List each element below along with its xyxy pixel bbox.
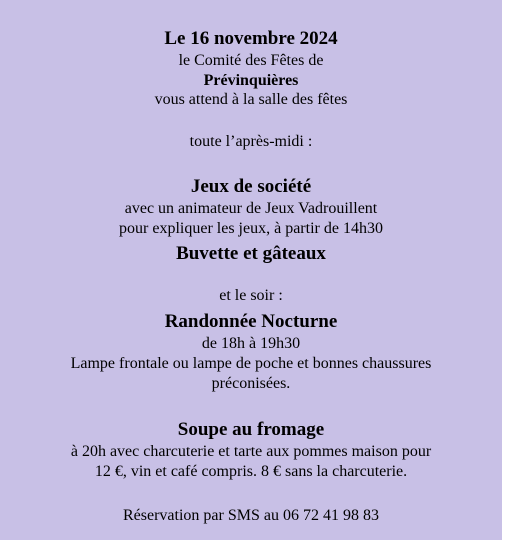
afternoon-intro: toute l’après-midi : — [189, 133, 313, 150]
date-heading: Le 16 novembre 2024 — [164, 28, 338, 49]
evening-intro: et le soir : — [219, 287, 283, 304]
hike-title: Randonnée Nocturne — [164, 311, 338, 332]
village-name: Prévinquières — [203, 72, 299, 89]
soup-line-2: 12 €, vin et café compris. 8 € sans la charcuterie. — [94, 463, 408, 480]
hike-line-2: préconisées. — [211, 375, 291, 392]
refreshments-title: Buvette et gâteaux — [176, 243, 326, 264]
soup-line-1: à 20h avec charcuterie et tarte aux pommes maison pour — [70, 443, 432, 460]
reservation-line: Réservation par SMS au 06 72 41 98 83 — [123, 507, 379, 524]
venue-line: vous attend à la salle des fêtes — [154, 91, 348, 108]
games-title: Jeux de société — [190, 176, 312, 197]
soup-title: Soupe au fromage — [177, 419, 325, 440]
hike-line-1: Lampe frontale ou lampe de poche et bonnes chaussures — [70, 355, 432, 372]
games-line-1: avec un animateur de Jeux Vadrouillent — [124, 200, 378, 217]
hike-time: de 18h à 19h30 — [201, 335, 301, 352]
games-line-2: pour expliquer les jeux, à partir de 14h30 — [119, 220, 383, 237]
organizer-line: le Comité des Fêtes de — [178, 52, 324, 69]
